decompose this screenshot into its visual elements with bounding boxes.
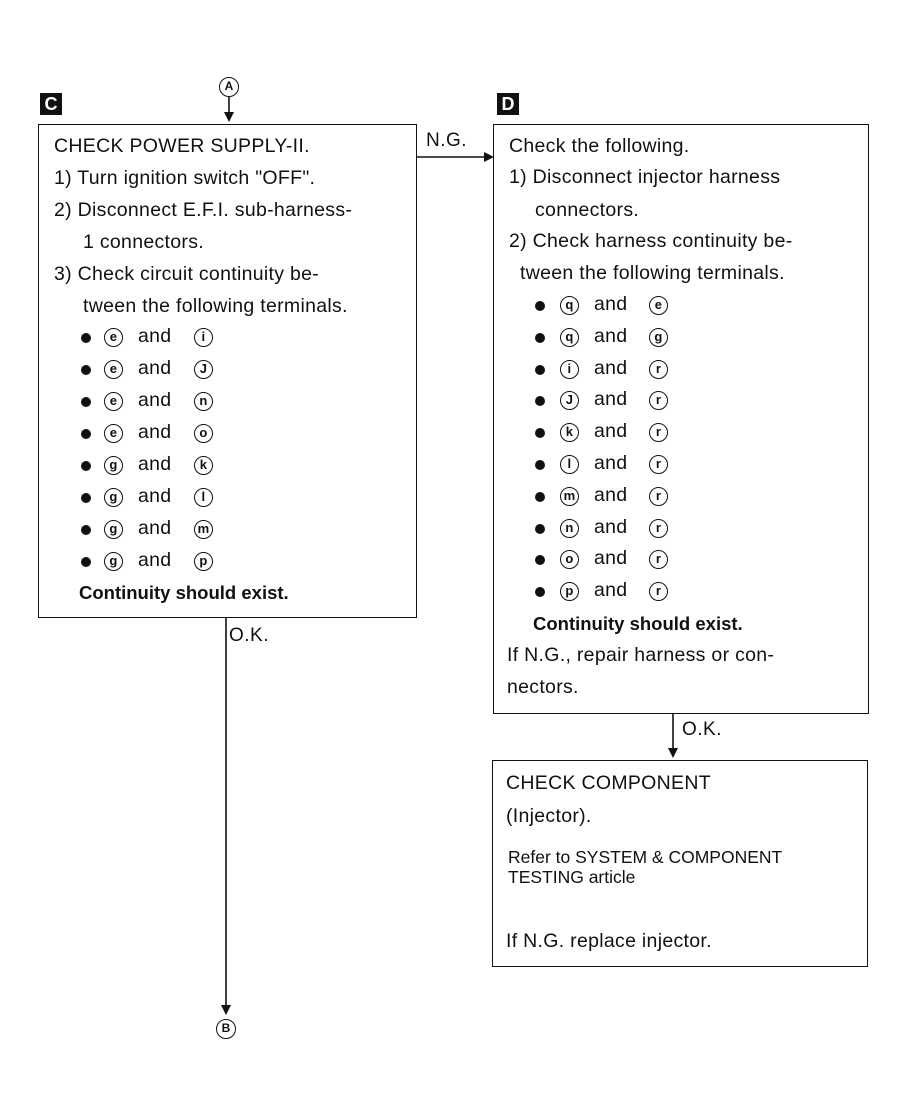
terminal-circle: g xyxy=(649,328,668,347)
and-text: and xyxy=(594,452,628,474)
bullet-dot xyxy=(535,333,545,343)
ng-label: N.G. xyxy=(426,130,468,151)
and-text: and xyxy=(594,293,628,315)
and-text: and xyxy=(594,547,628,570)
box-c-step3-line2: tween the following terminals. xyxy=(83,295,348,317)
terminal-circle: r xyxy=(649,391,668,410)
bullet-dot xyxy=(535,396,545,406)
bullet-dot xyxy=(535,365,545,375)
box-d-step1-line1: 1) Disconnect injector harness xyxy=(509,166,781,188)
box-c-step2-line1: 2) Disconnect E.F.I. sub-harness- xyxy=(54,199,353,221)
box-d-conclusion: Continuity should exist. xyxy=(533,613,743,634)
and-text: and xyxy=(594,324,628,347)
box-e-title: CHECK COMPONENT xyxy=(506,772,711,794)
terminal-circle: l xyxy=(194,488,213,507)
terminal-circle: i xyxy=(560,360,579,379)
terminal-circle: r xyxy=(649,582,668,601)
bullet-dot xyxy=(81,525,91,535)
terminal-circle: n xyxy=(560,519,579,538)
terminal-circle: g xyxy=(104,552,123,571)
terminal-circle: r xyxy=(649,519,668,538)
node-a: A xyxy=(219,77,239,97)
and-text: and xyxy=(138,421,172,443)
terminal-circle: r xyxy=(649,487,668,506)
bullet-dot xyxy=(81,365,91,375)
box-d-step2-line2: tween the following terminals. xyxy=(520,262,785,284)
box-c-step1: 1) Turn ignition switch "OFF". xyxy=(54,167,316,189)
terminal-circle: J xyxy=(560,391,579,410)
and-text: and xyxy=(594,388,628,411)
terminal-circle: J xyxy=(194,360,213,379)
and-text: and xyxy=(138,389,172,411)
bullet-dot xyxy=(535,492,545,502)
box-d-step1-line2: connectors. xyxy=(535,199,640,221)
and-text: and xyxy=(594,483,628,506)
bullet-dot xyxy=(81,333,91,343)
and-text: and xyxy=(594,515,628,538)
box-e-ref-line2: TESTING article xyxy=(508,867,636,887)
and-text: and xyxy=(138,485,172,507)
box-e-ng-line: If N.G. replace injector. xyxy=(506,930,712,952)
box-e-ref-line1: Refer to SYSTEM & COMPONENT xyxy=(508,847,783,867)
node-b: B xyxy=(216,1019,236,1039)
and-text: and xyxy=(138,453,172,475)
terminal-circle: e xyxy=(104,360,123,379)
box-c-conclusion: Continuity should exist. xyxy=(79,582,289,603)
step-tag-d: D xyxy=(497,93,519,115)
ok-label-c: O.K. xyxy=(229,625,270,646)
bullet-dot xyxy=(81,461,91,471)
bullet-dot xyxy=(81,493,91,503)
and-text: and xyxy=(138,325,172,347)
step-tag-c: C xyxy=(40,93,62,115)
box-d-ng-line1: If N.G., repair harness or con- xyxy=(507,644,775,666)
terminal-circle: r xyxy=(649,455,668,474)
terminal-circle: g xyxy=(104,488,123,507)
terminal-circle: k xyxy=(560,423,579,442)
terminal-circle: e xyxy=(104,424,123,443)
terminal-circle: k xyxy=(194,456,213,475)
box-d-step2-line1: 2) Check harness continuity be- xyxy=(509,230,793,252)
and-text: and xyxy=(594,420,628,443)
terminal-circle: e xyxy=(104,392,123,411)
bullet-dot xyxy=(81,429,91,439)
box-d-title: Check the following. xyxy=(509,135,690,157)
bullet-dot xyxy=(535,524,545,534)
and-text: and xyxy=(138,549,172,571)
box-check-power-supply xyxy=(38,124,417,618)
terminal-circle: o xyxy=(194,424,213,443)
terminal-circle: q xyxy=(560,328,579,347)
terminal-circle: i xyxy=(194,328,213,347)
terminal-circle: l xyxy=(560,455,579,474)
terminal-circle: m xyxy=(194,520,213,539)
terminal-circle: g xyxy=(104,520,123,539)
terminal-circle: m xyxy=(560,487,579,506)
box-check-harness xyxy=(493,124,869,714)
box-c-step2-line2: 1 connectors. xyxy=(83,231,204,253)
bullet-dot xyxy=(535,555,545,565)
and-text: and xyxy=(594,356,628,379)
box-d-ng-line2: nectors. xyxy=(507,676,579,698)
terminal-circle: p xyxy=(194,552,213,571)
box-c-step3-line1: 3) Check circuit continuity be- xyxy=(54,263,320,285)
bullet-dot xyxy=(535,587,545,597)
and-text: and xyxy=(594,579,628,602)
terminal-circle: g xyxy=(104,456,123,475)
terminal-circle: p xyxy=(560,582,579,601)
terminal-circle: e xyxy=(649,296,668,315)
bullet-dot xyxy=(535,301,545,311)
terminal-circle: n xyxy=(194,392,213,411)
ok-label-d: O.K. xyxy=(682,719,723,740)
box-c-title: CHECK POWER SUPPLY-II. xyxy=(54,135,310,157)
bullet-dot xyxy=(535,428,545,438)
terminal-circle: e xyxy=(104,328,123,347)
and-text: and xyxy=(138,517,172,539)
and-text: and xyxy=(138,357,172,379)
terminal-circle: o xyxy=(560,550,579,569)
terminal-circle: r xyxy=(649,360,668,379)
terminal-circle: q xyxy=(560,296,579,315)
bullet-dot xyxy=(81,557,91,567)
terminal-circle: r xyxy=(649,550,668,569)
box-check-component xyxy=(492,760,868,967)
bullet-dot xyxy=(81,397,91,407)
box-e-subtitle: (Injector). xyxy=(506,805,592,827)
terminal-circle: r xyxy=(649,423,668,442)
bullet-dot xyxy=(535,460,545,470)
